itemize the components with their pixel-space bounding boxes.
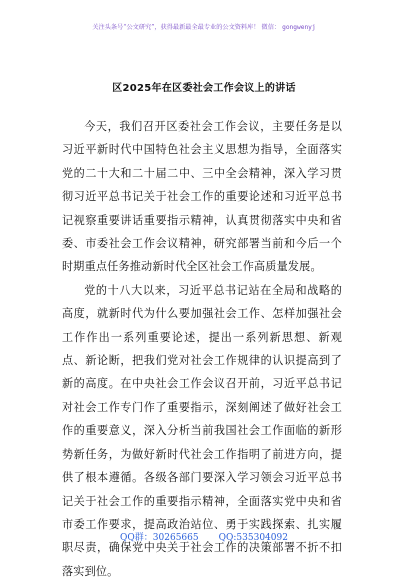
footer-contacts xyxy=(0,530,408,543)
wechat-id: gongwenyj xyxy=(282,24,316,31)
paragraph-2: 党的十八大以来，习近平总书记站在全局和战略的高度，就新时代为什么要加强社会工作、怎样加强社会工作作出一系列重要论述，提出一系列新思想、新观点、新论断，把我们党对社会工作规律的认识提高到了新的高度。在中央社会工作会议召开前，习近平总书记对社会工作专门作了重要指示，深刻阐述了做好社会工作的重要意义，深入分析当前我国社会工作面临的新形势新任务，为做好新时代社会工作指明了前进方向，提供了根本遵循。各级各部门要深入学习领会习近平总书记关于社会工作的重要指示精神，全面落实党中央和省市委工作要求，提高政治站位、勇于实践探索、扎实履职尽责，确保党中央关于社会工作的决策部署不折不扣落实到位。 xyxy=(62,283,342,578)
header-banner xyxy=(0,22,408,31)
qq-group: QQ群：30265665 xyxy=(120,533,199,543)
document-title: 区2025年在区委社会工作会议上的讲话 xyxy=(112,83,296,94)
banner-text: 关注头条号“公文研究”，获得最新最全最专业的公文资料库！ 微信： xyxy=(92,24,281,31)
qq-number: QQ:535304092 xyxy=(218,533,288,543)
document-body xyxy=(62,115,342,583)
paragraph-1: 今天，我们召开区委社会工作会议，主要任务是以习近平新时代中国特色社会主义思想为指导，全面落实党的二十大和二十届二中、三中全会精神，深入学习贯彻习近平总书记关于社会工作的重要论述和习近平总书记视察重要讲话重要指示精神，认真贯彻落实中央和省委、市委社会工作会议精神，研究部署当前和今后一个时期重点任务推动新时代全区社会工作高质量发展。 xyxy=(62,120,342,274)
